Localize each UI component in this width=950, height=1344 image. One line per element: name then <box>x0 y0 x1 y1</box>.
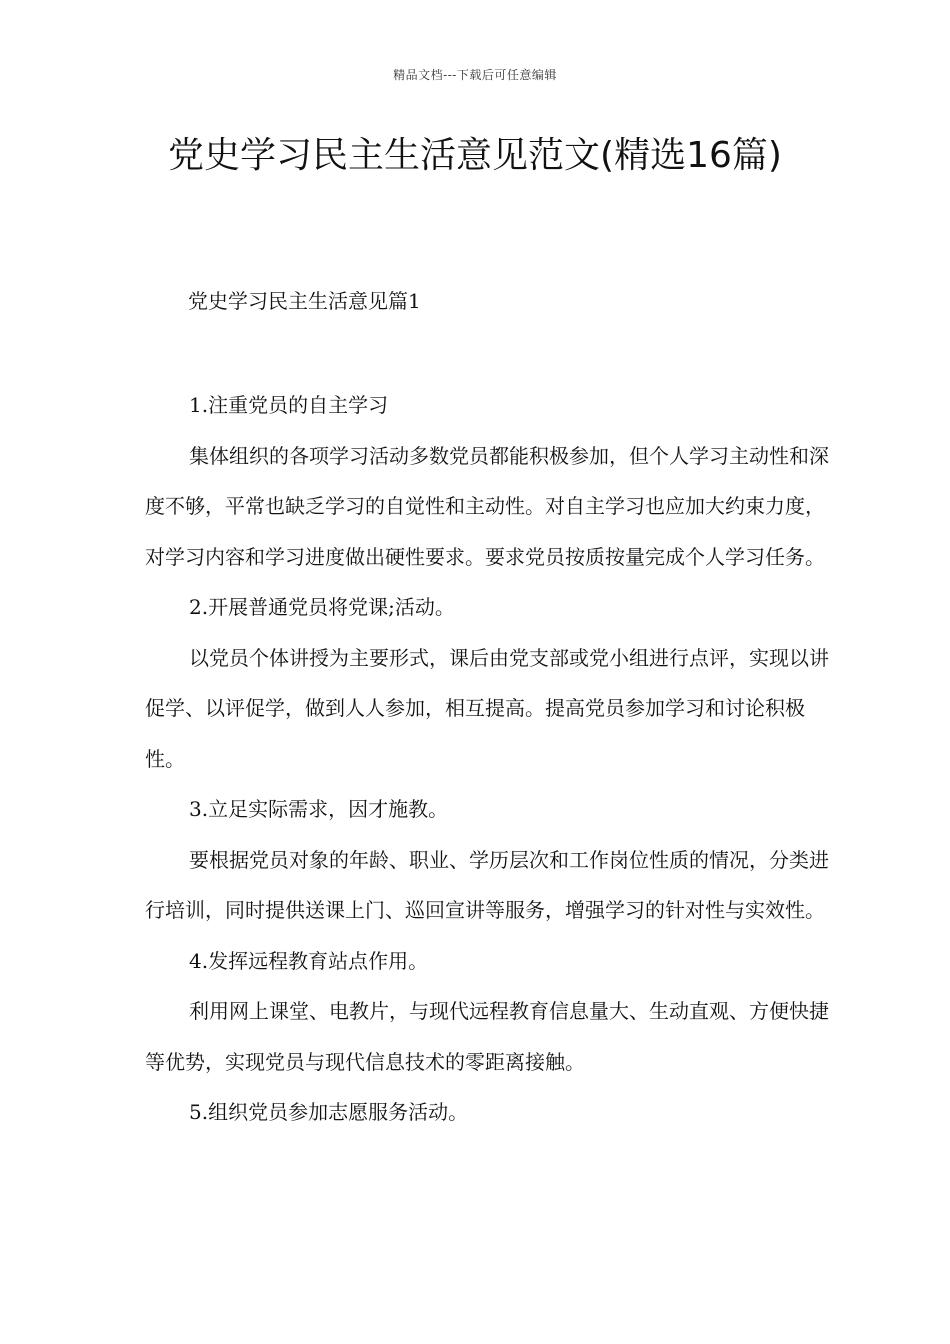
document-title: 党史学习民主生活意见范文(精选16篇) <box>168 135 782 176</box>
paragraph: 以党员个体讲授为主要形式，课后由党支部或党小组进行点评，实现以讲促学、以评促学，做到人人参加，相互提高。提高党员参加学习和讨论积极性。 <box>145 645 829 771</box>
document-body <box>145 380 830 1138</box>
section-heading: 党史学习民主生活意见篇1 <box>188 289 421 313</box>
paragraph: 利用网上课堂、电教片，与现代远程教育信息量大、生动直观、方便快捷等优势，实现党员与现代信息技术的零距离接触。 <box>145 999 829 1074</box>
paragraph: 5.组织党员参加志愿服务活动。 <box>189 1100 469 1124</box>
paragraph: 1.注重党员的自主学习 <box>189 393 389 417</box>
paragraph: 集体组织的各项学习活动多数党员都能积极参加，但个人学习主动性和深度不够，平常也缺乏学习的自觉性和主动性。对自主学习也应加大约束力度，对学习内容和学习进度做出硬性要求。要求党员按质按量完成个人学习任务。 <box>145 443 829 569</box>
header-note: 精品文档---下载后可任意编辑 <box>393 68 557 82</box>
paragraph: 2.开展普通党员将党课;活动。 <box>189 595 455 619</box>
paragraph: 4.发挥远程教育站点作用。 <box>189 948 429 973</box>
paragraph: 3.立足实际需求，因才施教。 <box>189 797 449 821</box>
paragraph: 要根据党员对象的年龄、职业、学历层次和工作岗位性质的情况，分类进行培训，同时提供送课上门、巡回宣讲等服务，增强学习的针对性与实效性。 <box>145 847 829 922</box>
